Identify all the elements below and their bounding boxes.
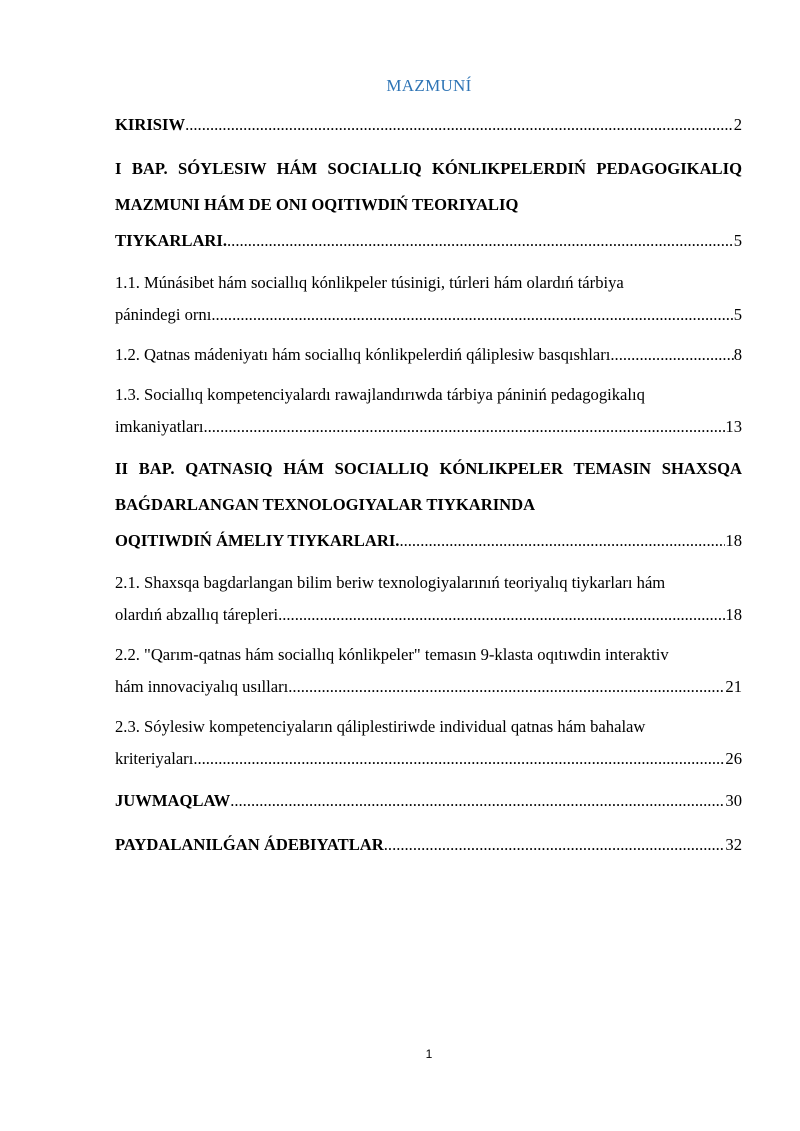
toc-entry-label: JUWMAQLAW bbox=[115, 791, 231, 810]
toc-entry-label: imkaniyatları bbox=[115, 417, 204, 436]
toc-entry-label: 1.2. Qatnas mádeniyatı hám sociallıq kónlikpelerdiń qáliplesiw basqıshları bbox=[115, 345, 611, 364]
toc-entry-label: OQITIWDIŃ ÁMELIY TIYKARLARI. bbox=[115, 531, 400, 550]
toc-page-number: 21 bbox=[725, 677, 742, 696]
dot-leader bbox=[227, 223, 734, 259]
toc-page-number: 26 bbox=[725, 749, 742, 768]
page-number: 1 bbox=[425, 1047, 433, 1061]
toc-page-number: 8 bbox=[733, 345, 742, 364]
dot-leader bbox=[288, 671, 725, 703]
toc-page-number: 18 bbox=[725, 531, 742, 550]
toc-page-number: 32 bbox=[725, 835, 742, 854]
toc-entry-heading: 2.1. Shaxsqa bagdarlangan bilim beriw texnologiyalarınıń teoriyalıq tiykarları hám bbox=[115, 573, 666, 592]
toc-entry-2-2[interactable] bbox=[115, 639, 742, 703]
toc-entry-label: KIRISIW bbox=[115, 115, 186, 134]
toc-entry-heading: II BAP. QATNASIQ HÁM SOCIALLIQ KÓNLIKPELER TEMASIN SHAXSQA BAǴDARLANGAN TEXNOLOGIYALAR TIYKARINDA bbox=[115, 459, 742, 514]
dot-leader bbox=[185, 107, 734, 143]
toc-entry-label: kriteriyaları bbox=[115, 749, 194, 768]
toc-title: MAZMUNÍ bbox=[386, 76, 472, 95]
toc-entry-label: PAYDALANILǴAN ÁDEBIYATLAR bbox=[115, 835, 384, 854]
toc-entry-label: pánindegi ornı bbox=[115, 305, 212, 324]
toc-entry-heading: 1.1. Múnásibet hám sociallıq kónlikpeler túsinigi, túrleri hám olardıń tárbiya bbox=[115, 273, 624, 292]
dot-leader bbox=[203, 411, 725, 443]
toc-entry-2-1[interactable] bbox=[115, 567, 742, 631]
dot-leader bbox=[610, 339, 733, 371]
toc-page-number: 5 bbox=[733, 305, 742, 324]
toc-entry-chapter-2[interactable] bbox=[115, 451, 742, 559]
toc-entry-label: olardıń abzallıq tárepleri bbox=[115, 605, 279, 624]
toc-entry-introduction[interactable] bbox=[115, 107, 742, 143]
toc-entry-1-3[interactable] bbox=[115, 379, 742, 443]
toc-entry-1-1[interactable] bbox=[115, 267, 742, 331]
toc-entry-references[interactable] bbox=[115, 827, 742, 863]
toc-entry-label: TIYKARLARI. bbox=[115, 231, 228, 250]
dot-leader bbox=[384, 827, 726, 863]
toc-entry-1-2[interactable] bbox=[115, 339, 742, 371]
toc-page-number: 5 bbox=[733, 231, 742, 250]
dot-leader bbox=[399, 523, 725, 559]
dot-leader bbox=[211, 299, 733, 331]
toc-page-number: 18 bbox=[725, 605, 742, 624]
toc-entry-2-3[interactable] bbox=[115, 711, 742, 775]
toc-entry-heading: 2.2. "Qarım-qatnas hám sociallıq kónlikpeler" temasın 9-klasta oqıtıwdin interaktiv bbox=[115, 645, 669, 664]
toc-entry-conclusion[interactable] bbox=[115, 783, 742, 819]
toc-page-number: 30 bbox=[725, 791, 742, 810]
toc-entry-chapter-1[interactable] bbox=[115, 151, 742, 259]
toc-page-number: 13 bbox=[725, 417, 742, 436]
toc-entry-heading: 2.3. Sóylesiw kompetenciyaların qáliplestiriwde individual qatnas hám bahalaw bbox=[115, 717, 646, 736]
dot-leader bbox=[230, 783, 725, 819]
toc-page-number: 2 bbox=[733, 115, 742, 134]
table-of-contents bbox=[115, 107, 742, 863]
toc-entry-label: hám innovaciyalıq usılları bbox=[115, 677, 289, 696]
toc-entry-heading: I BAP. SÓYLESIW HÁM SOCIALLIQ KÓNLIKPELERDIŃ PEDAGOGIKALIQ MAZMUNI HÁM DE ONI OQITIWDIŃ TEORIYALIQ bbox=[115, 159, 742, 214]
toc-entry-heading: 1.3. Sociallıq kompetenciyalardı rawajlandırıwda tárbiya pániniń pedagogikalıq bbox=[115, 385, 645, 404]
dot-leader bbox=[278, 599, 725, 631]
dot-leader bbox=[193, 743, 725, 775]
